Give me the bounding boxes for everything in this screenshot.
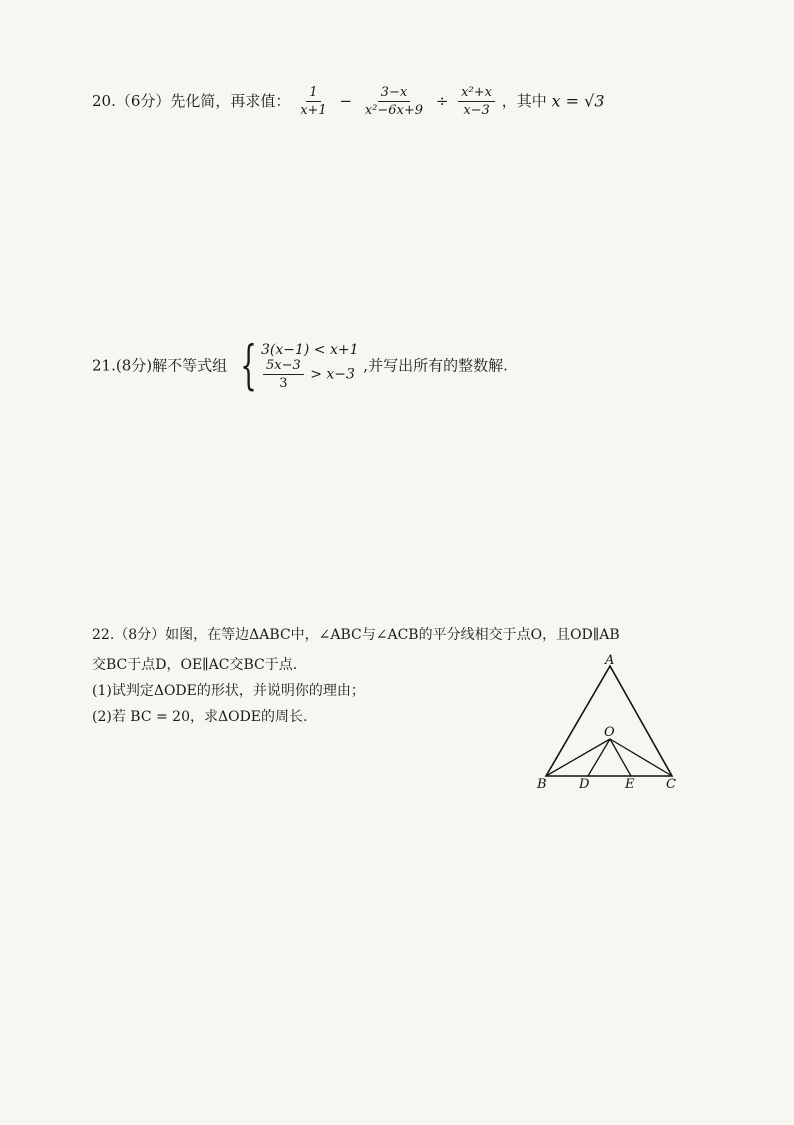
q20-label: 20.（6分）先化简，再求值： bbox=[92, 92, 291, 110]
q20-f1-den: x+1 bbox=[300, 103, 327, 118]
triangle-abc bbox=[546, 666, 672, 776]
q22-line-1: 22.（8分）如图，在等边ΔABC中，∠ABC与∠ACB的平分线相交于点O，且OD∥AB bbox=[92, 627, 620, 643]
label-a: A bbox=[605, 653, 615, 668]
question-21 bbox=[92, 336, 508, 396]
label-c: C bbox=[666, 777, 676, 792]
label-e: E bbox=[625, 777, 635, 792]
q21-tail: ,并写出所有的整数解. bbox=[363, 356, 508, 375]
q20-where: ，其中 bbox=[501, 92, 547, 110]
q20-f1-num: 1 bbox=[306, 86, 320, 102]
q21-ineq2-den: 3 bbox=[279, 375, 288, 391]
left-brace: { bbox=[240, 336, 257, 396]
q21-inequality-system bbox=[232, 336, 359, 396]
q21-ineq2-num: 5x−3 bbox=[263, 359, 304, 375]
q22-part-1: (1)试判定ΔODE的形状，并说明你的理由； bbox=[92, 683, 365, 699]
label-o: O bbox=[604, 725, 615, 740]
q21-ineq2-fraction bbox=[263, 359, 304, 390]
q22-line-2: 交BC于点D，OE∥AC交BC于点. bbox=[92, 657, 298, 673]
q20-fraction-2 bbox=[362, 86, 426, 117]
q21-ineq2-rhs: > x−3 bbox=[310, 366, 355, 382]
q20-f3-den: x−3 bbox=[463, 103, 490, 118]
segment-co bbox=[610, 739, 672, 776]
q20-f2-num: 3−x bbox=[378, 86, 411, 102]
q20-condition: x = √3 bbox=[551, 91, 605, 111]
q20-fraction-3 bbox=[458, 86, 495, 117]
q21-label: 21.(8分)解不等式组 bbox=[92, 356, 228, 375]
q20-f3-num: x²+x bbox=[458, 86, 495, 102]
segment-od bbox=[588, 739, 610, 776]
q20-fraction-1 bbox=[297, 86, 330, 117]
triangle-figure bbox=[528, 648, 688, 793]
label-d: D bbox=[579, 777, 590, 792]
label-b: B bbox=[537, 777, 547, 792]
q21-inequality-2 bbox=[261, 359, 359, 390]
q20-divide: ÷ bbox=[435, 92, 449, 110]
q22-part-2: (2)若 BC = 20，求ΔODE的周长. bbox=[92, 709, 308, 725]
q20-f2-den: x²−6x+9 bbox=[364, 103, 424, 118]
q21-inequality-1: 3(x−1) < x+1 bbox=[260, 341, 359, 358]
q20-minus: − bbox=[339, 92, 353, 110]
question-20 bbox=[92, 86, 605, 117]
segment-bo bbox=[546, 739, 610, 776]
